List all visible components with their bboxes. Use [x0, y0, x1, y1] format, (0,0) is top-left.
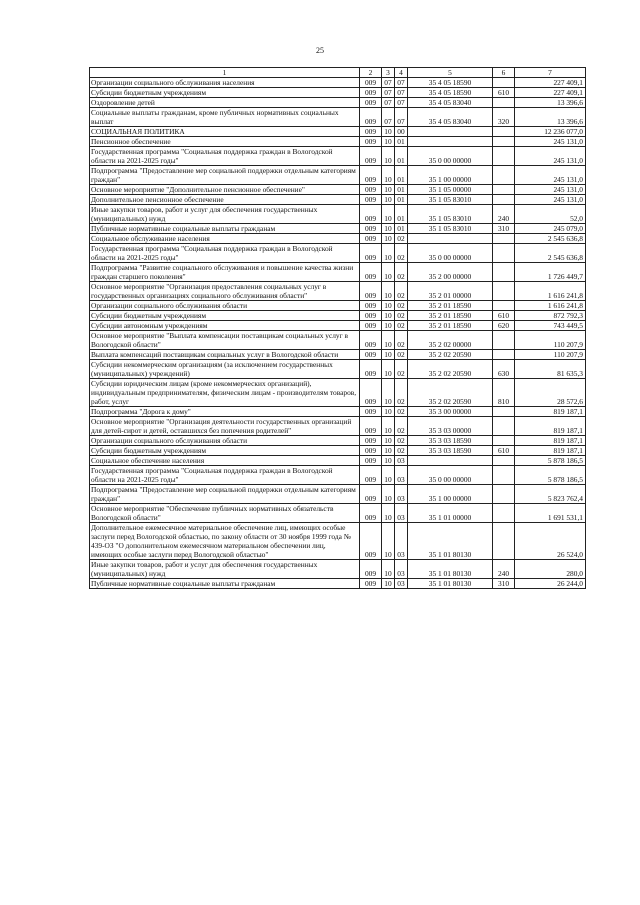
row-c3-cell: 10	[382, 127, 395, 137]
row-c6-cell: 240	[493, 205, 515, 224]
row-c7-cell: 245 131,0	[515, 195, 586, 205]
row-c3-cell: 10	[382, 485, 395, 504]
row-c6-cell: 610	[493, 446, 515, 456]
row-c2-cell: 009	[360, 417, 382, 436]
header-cell: 7	[515, 68, 586, 78]
row-c7-cell: 26 524,0	[515, 523, 586, 560]
table-row	[90, 108, 586, 127]
row-c3-cell: 10	[382, 579, 395, 589]
row-c7-cell: 13 396,6	[515, 98, 586, 108]
row-c2-cell: 009	[360, 436, 382, 446]
table-row	[90, 560, 586, 579]
header-row	[90, 68, 586, 78]
row-name-cell: Социальное обслуживание населения	[90, 234, 360, 244]
row-c7-cell: 5 878 186,5	[515, 466, 586, 485]
row-c3-cell: 10	[382, 379, 395, 407]
row-c6-cell	[493, 282, 515, 301]
row-name-cell: Субсидии юридическим лицам (кроме некоммерческих организаций), индивидуальным предпринимателям, физическим лицам - производителям товаров, работ, услуг	[90, 379, 360, 407]
row-c5-cell: 35 4 05 83040	[408, 108, 493, 127]
row-c7-cell: 52,0	[515, 205, 586, 224]
table-row	[90, 127, 586, 137]
row-c6-cell	[493, 244, 515, 263]
row-c4-cell: 02	[395, 282, 408, 301]
row-c5-cell: 35 3 03 18590	[408, 446, 493, 456]
table-row	[90, 311, 586, 321]
row-name-cell: Подпрограмма "Дорога к дому"	[90, 407, 360, 417]
row-c7-cell: 819 187,1	[515, 417, 586, 436]
row-c4-cell: 03	[395, 485, 408, 504]
row-c4-cell: 02	[395, 350, 408, 360]
row-c7-cell: 819 187,1	[515, 446, 586, 456]
row-c5-cell: 35 2 01 18590	[408, 311, 493, 321]
row-name-cell: Государственная программа "Социальная поддержка граждан в Вологодской области на 2021-2025 годы"	[90, 466, 360, 485]
row-c4-cell: 03	[395, 560, 408, 579]
row-c3-cell: 10	[382, 350, 395, 360]
row-c4-cell: 01	[395, 147, 408, 166]
row-c6-cell	[493, 137, 515, 147]
row-c3-cell: 10	[382, 436, 395, 446]
row-c6-cell	[493, 331, 515, 350]
row-c3-cell: 10	[382, 560, 395, 579]
table-row	[90, 360, 586, 379]
row-c6-cell: 620	[493, 321, 515, 331]
row-c2-cell: 009	[360, 331, 382, 350]
row-c4-cell: 02	[395, 379, 408, 407]
row-c5-cell: 35 0 00 00000	[408, 244, 493, 263]
row-c6-cell: 310	[493, 579, 515, 589]
row-c3-cell: 10	[382, 224, 395, 234]
row-c5-cell	[408, 127, 493, 137]
row-c7-cell: 245 131,0	[515, 137, 586, 147]
row-c7-cell: 245 131,0	[515, 185, 586, 195]
row-c3-cell: 10	[382, 205, 395, 224]
row-c5-cell	[408, 137, 493, 147]
row-c5-cell: 35 3 03 18590	[408, 436, 493, 446]
row-c3-cell: 10	[382, 321, 395, 331]
row-c3-cell: 10	[382, 301, 395, 311]
row-c3-cell: 10	[382, 331, 395, 350]
row-c4-cell: 02	[395, 331, 408, 350]
row-c4-cell: 07	[395, 108, 408, 127]
row-c3-cell: 10	[382, 311, 395, 321]
row-c5-cell: 35 1 05 83010	[408, 205, 493, 224]
row-c4-cell: 02	[395, 436, 408, 446]
row-c2-cell: 009	[360, 360, 382, 379]
row-c4-cell: 03	[395, 466, 408, 485]
row-c5-cell: 35 3 03 00000	[408, 417, 493, 436]
row-c2-cell: 009	[360, 185, 382, 195]
row-name-cell: Основное мероприятие "Организация деятельности государственных организаций для детей-сирот и детей, оставшихся без попечения родителей"	[90, 417, 360, 436]
row-c2-cell: 009	[360, 466, 382, 485]
row-c6-cell	[493, 185, 515, 195]
row-c4-cell: 01	[395, 195, 408, 205]
row-c2-cell: 009	[360, 244, 382, 263]
header-cell: 3	[382, 68, 395, 78]
row-c2-cell: 009	[360, 88, 382, 98]
row-name-cell: Субсидии бюджетным учреждениям	[90, 311, 360, 321]
row-name-cell: Основное мероприятие "Обеспечение публичных нормативных обязательств Вологодской области"	[90, 504, 360, 523]
row-name-cell: Дополнительное пенсионное обеспечение	[90, 195, 360, 205]
row-c3-cell: 10	[382, 417, 395, 436]
row-c6-cell	[493, 263, 515, 282]
row-c3-cell: 07	[382, 88, 395, 98]
table-row	[90, 88, 586, 98]
row-name-cell: Государственная программа "Социальная поддержка граждан в Вологодской области на 2021-2025 годы"	[90, 147, 360, 166]
table-row	[90, 205, 586, 224]
row-c6-cell	[493, 98, 515, 108]
row-c7-cell: 1 616 241,8	[515, 282, 586, 301]
row-name-cell: Иные закупки товаров, работ и услуг для обеспечения государственных (муниципальных) нужд	[90, 560, 360, 579]
row-c7-cell: 227 409,1	[515, 78, 586, 88]
row-c7-cell: 1 691 531,1	[515, 504, 586, 523]
row-c6-cell: 610	[493, 311, 515, 321]
row-name-cell: Организации социального обслуживания населения	[90, 78, 360, 88]
row-c6-cell	[493, 350, 515, 360]
row-c2-cell: 009	[360, 224, 382, 234]
table-row	[90, 147, 586, 166]
row-c2-cell: 009	[360, 560, 382, 579]
row-c3-cell: 10	[382, 523, 395, 560]
row-name-cell: Публичные нормативные социальные выплаты гражданам	[90, 579, 360, 589]
row-c3-cell: 10	[382, 282, 395, 301]
table-row	[90, 436, 586, 446]
table-row	[90, 504, 586, 523]
row-c7-cell: 743 449,5	[515, 321, 586, 331]
row-c4-cell: 01	[395, 137, 408, 147]
header-cell: 2	[360, 68, 382, 78]
row-c4-cell: 02	[395, 244, 408, 263]
row-c3-cell: 10	[382, 137, 395, 147]
row-c4-cell: 02	[395, 407, 408, 417]
row-c7-cell: 280,0	[515, 560, 586, 579]
row-name-cell: Социальные выплаты гражданам, кроме публичных нормативных социальных выплат	[90, 108, 360, 127]
row-c5-cell: 35 4 05 18590	[408, 78, 493, 88]
row-c7-cell: 5 823 762,4	[515, 485, 586, 504]
table-row	[90, 485, 586, 504]
row-c2-cell: 009	[360, 350, 382, 360]
row-c7-cell: 227 409,1	[515, 88, 586, 98]
table-row	[90, 379, 586, 407]
row-name-cell: Пенсионное обеспечение	[90, 137, 360, 147]
row-c4-cell: 02	[395, 301, 408, 311]
row-c5-cell: 35 1 05 83010	[408, 224, 493, 234]
row-c2-cell: 009	[360, 282, 382, 301]
row-c4-cell: 07	[395, 78, 408, 88]
row-c2-cell: 009	[360, 137, 382, 147]
row-c3-cell: 10	[382, 244, 395, 263]
row-c4-cell: 02	[395, 446, 408, 456]
row-c5-cell: 35 3 00 00000	[408, 407, 493, 417]
row-c4-cell: 01	[395, 205, 408, 224]
row-c5-cell: 35 2 01 18590	[408, 301, 493, 311]
row-c6-cell	[493, 436, 515, 446]
row-c3-cell: 10	[382, 466, 395, 485]
row-name-cell: Дополнительное ежемесячное материальное обеспечение лиц, имеющих особые заслуги перед Вологодской областью, по закону области от 30 ноября 1999 года № 439-ОЗ "О дополнительном ежемесячном материальном обеспечении лиц, имеющих особые заслуги перед Вологодской областью"	[90, 523, 360, 560]
header-cell: 4	[395, 68, 408, 78]
row-c2-cell: 009	[360, 504, 382, 523]
row-c4-cell: 02	[395, 311, 408, 321]
row-c4-cell: 02	[395, 234, 408, 244]
row-c5-cell: 35 1 01 80130	[408, 579, 493, 589]
row-c3-cell: 10	[382, 166, 395, 185]
row-c3-cell: 07	[382, 78, 395, 88]
header-cell: 5	[408, 68, 493, 78]
table-row	[90, 185, 586, 195]
row-c7-cell: 819 187,1	[515, 436, 586, 446]
row-name-cell: Субсидии автономным учреждениям	[90, 321, 360, 331]
row-c7-cell: 819 187,1	[515, 407, 586, 417]
row-c2-cell: 009	[360, 379, 382, 407]
row-c5-cell	[408, 234, 493, 244]
row-c7-cell: 872 792,3	[515, 311, 586, 321]
row-name-cell: Оздоровление детей	[90, 98, 360, 108]
row-name-cell: Публичные нормативные социальные выплаты гражданам	[90, 224, 360, 234]
row-c4-cell: 02	[395, 417, 408, 436]
row-c6-cell	[493, 127, 515, 137]
row-c5-cell: 35 1 00 00000	[408, 485, 493, 504]
table-row	[90, 523, 586, 560]
row-c4-cell: 02	[395, 321, 408, 331]
row-c2-cell: 009	[360, 195, 382, 205]
row-c7-cell: 5 878 186,5	[515, 456, 586, 466]
row-c5-cell: 35 1 01 80130	[408, 560, 493, 579]
row-c3-cell: 10	[382, 234, 395, 244]
row-c7-cell: 26 244,0	[515, 579, 586, 589]
row-c2-cell: 009	[360, 78, 382, 88]
header-cell: 6	[493, 68, 515, 78]
table-row	[90, 350, 586, 360]
row-name-cell: Иные закупки товаров, работ и услуг для обеспечения государственных (муниципальных) нужд	[90, 205, 360, 224]
header-cell: 1	[90, 68, 360, 78]
row-c2-cell: 009	[360, 234, 382, 244]
table-row	[90, 466, 586, 485]
row-c6-cell	[493, 78, 515, 88]
row-c3-cell: 10	[382, 185, 395, 195]
row-c6-cell	[493, 234, 515, 244]
table-row	[90, 166, 586, 185]
row-name-cell: Государственная программа "Социальная поддержка граждан в Вологодской области на 2021-2025 годы"	[90, 244, 360, 263]
row-c4-cell: 02	[395, 263, 408, 282]
row-c6-cell	[493, 504, 515, 523]
row-c6-cell: 610	[493, 88, 515, 98]
row-c3-cell: 10	[382, 446, 395, 456]
table-row	[90, 98, 586, 108]
row-c3-cell: 10	[382, 360, 395, 379]
row-c2-cell: 009	[360, 321, 382, 331]
row-c7-cell: 110 207,9	[515, 350, 586, 360]
row-c4-cell: 02	[395, 360, 408, 379]
row-c7-cell: 1 616 241,8	[515, 301, 586, 311]
row-name-cell: СОЦИАЛЬНАЯ ПОЛИТИКА	[90, 127, 360, 137]
page-number: 25	[316, 46, 324, 55]
row-c5-cell: 35 4 05 83040	[408, 98, 493, 108]
row-c3-cell: 10	[382, 407, 395, 417]
row-c2-cell: 009	[360, 166, 382, 185]
row-c5-cell: 35 0 00 00000	[408, 466, 493, 485]
row-c7-cell: 12 236 077,0	[515, 127, 586, 137]
row-c5-cell	[408, 456, 493, 466]
row-c6-cell: 630	[493, 360, 515, 379]
row-name-cell: Основное мероприятие "Выплата компенсации поставщикам социальных услуг в Вологодской области"	[90, 331, 360, 350]
row-c4-cell: 07	[395, 88, 408, 98]
table-row	[90, 446, 586, 456]
row-c6-cell	[493, 485, 515, 504]
row-c5-cell: 35 1 01 80130	[408, 523, 493, 560]
row-c6-cell: 320	[493, 108, 515, 127]
row-c2-cell: 009	[360, 407, 382, 417]
row-c2-cell: 009	[360, 127, 382, 137]
row-c6-cell: 310	[493, 224, 515, 234]
row-c6-cell	[493, 456, 515, 466]
row-c4-cell: 03	[395, 456, 408, 466]
row-c2-cell: 009	[360, 301, 382, 311]
row-c2-cell: 009	[360, 446, 382, 456]
table-row	[90, 321, 586, 331]
row-c4-cell: 03	[395, 579, 408, 589]
table-row	[90, 224, 586, 234]
table-body	[90, 78, 586, 589]
table-row	[90, 456, 586, 466]
table-row	[90, 407, 586, 417]
row-c4-cell: 07	[395, 98, 408, 108]
row-c5-cell: 35 1 00 00000	[408, 166, 493, 185]
row-c3-cell: 10	[382, 147, 395, 166]
row-c5-cell: 35 2 02 20590	[408, 379, 493, 407]
row-name-cell: Организации социального обслуживания области	[90, 436, 360, 446]
row-name-cell: Субсидии некоммерческим организациям (за исключением государственных (муниципальных) учреждений)	[90, 360, 360, 379]
row-c2-cell: 009	[360, 523, 382, 560]
row-c4-cell: 01	[395, 185, 408, 195]
table-row	[90, 263, 586, 282]
table-row	[90, 78, 586, 88]
budget-table	[89, 67, 586, 589]
table-row	[90, 331, 586, 350]
row-c5-cell: 35 2 02 00000	[408, 331, 493, 350]
row-c6-cell	[493, 301, 515, 311]
row-c4-cell: 00	[395, 127, 408, 137]
row-c5-cell: 35 1 05 00000	[408, 185, 493, 195]
row-c7-cell: 2 545 636,8	[515, 244, 586, 263]
row-c6-cell	[493, 147, 515, 166]
row-c5-cell: 35 2 02 20590	[408, 350, 493, 360]
table-row	[90, 234, 586, 244]
row-c3-cell: 10	[382, 456, 395, 466]
row-c3-cell: 10	[382, 195, 395, 205]
row-c3-cell: 07	[382, 108, 395, 127]
row-c3-cell: 07	[382, 98, 395, 108]
row-c2-cell: 009	[360, 205, 382, 224]
row-c4-cell: 03	[395, 504, 408, 523]
row-c5-cell: 35 1 05 83010	[408, 195, 493, 205]
row-c2-cell: 009	[360, 98, 382, 108]
table-row	[90, 244, 586, 263]
row-c2-cell: 009	[360, 456, 382, 466]
row-c2-cell: 009	[360, 147, 382, 166]
row-name-cell: Субсидии бюджетным учреждениям	[90, 446, 360, 456]
row-c6-cell: 810	[493, 379, 515, 407]
table-row	[90, 301, 586, 311]
row-c5-cell: 35 2 02 20590	[408, 360, 493, 379]
row-c7-cell: 28 572,6	[515, 379, 586, 407]
row-c6-cell	[493, 523, 515, 560]
row-c5-cell: 35 2 01 00000	[408, 282, 493, 301]
row-name-cell: Организации социального обслуживания области	[90, 301, 360, 311]
row-c7-cell: 1 726 449,7	[515, 263, 586, 282]
row-name-cell: Основное мероприятие "Дополнительное пенсионное обеспечение"	[90, 185, 360, 195]
row-c6-cell	[493, 417, 515, 436]
row-c7-cell: 110 207,9	[515, 331, 586, 350]
row-c5-cell: 35 0 00 00000	[408, 147, 493, 166]
row-c7-cell: 245 131,0	[515, 147, 586, 166]
row-c7-cell: 81 635,3	[515, 360, 586, 379]
table-row	[90, 579, 586, 589]
row-c4-cell: 03	[395, 523, 408, 560]
row-c2-cell: 009	[360, 108, 382, 127]
row-c2-cell: 009	[360, 263, 382, 282]
row-c7-cell: 13 396,6	[515, 108, 586, 127]
row-c2-cell: 009	[360, 579, 382, 589]
row-name-cell: Подпрограмма "Предоставление мер социальной поддержки отдельным категориям граждан"	[90, 166, 360, 185]
row-c7-cell: 245 131,0	[515, 166, 586, 185]
row-c4-cell: 01	[395, 224, 408, 234]
row-c6-cell	[493, 195, 515, 205]
row-c6-cell	[493, 166, 515, 185]
row-c6-cell	[493, 466, 515, 485]
row-c2-cell: 009	[360, 485, 382, 504]
row-c7-cell: 2 545 636,8	[515, 234, 586, 244]
row-c5-cell: 35 1 01 00000	[408, 504, 493, 523]
row-c3-cell: 10	[382, 263, 395, 282]
table-row	[90, 417, 586, 436]
row-c7-cell: 245 079,0	[515, 224, 586, 234]
row-c6-cell	[493, 407, 515, 417]
row-name-cell: Подпрограмма "Развитие социального обслуживания и повышение качества жизни граждан старшего поколения"	[90, 263, 360, 282]
table-row	[90, 282, 586, 301]
row-c5-cell: 35 2 00 00000	[408, 263, 493, 282]
row-c5-cell: 35 2 01 18590	[408, 321, 493, 331]
row-name-cell: Основное мероприятие "Организация предоставления социальных услуг в государственных организациях социального обслуживания области"	[90, 282, 360, 301]
row-c4-cell: 01	[395, 166, 408, 185]
table-row	[90, 195, 586, 205]
row-c5-cell: 35 4 05 18590	[408, 88, 493, 98]
table-row	[90, 137, 586, 147]
row-name-cell: Выплата компенсаций поставщикам социальных услуг в Вологодской области	[90, 350, 360, 360]
row-name-cell: Подпрограмма "Предоставление мер социальной поддержки отдельным категориям граждан"	[90, 485, 360, 504]
row-c6-cell: 240	[493, 560, 515, 579]
row-c2-cell: 009	[360, 311, 382, 321]
row-name-cell: Социальное обеспечение населения	[90, 456, 360, 466]
row-name-cell: Субсидии бюджетным учреждениям	[90, 88, 360, 98]
row-c3-cell: 10	[382, 504, 395, 523]
